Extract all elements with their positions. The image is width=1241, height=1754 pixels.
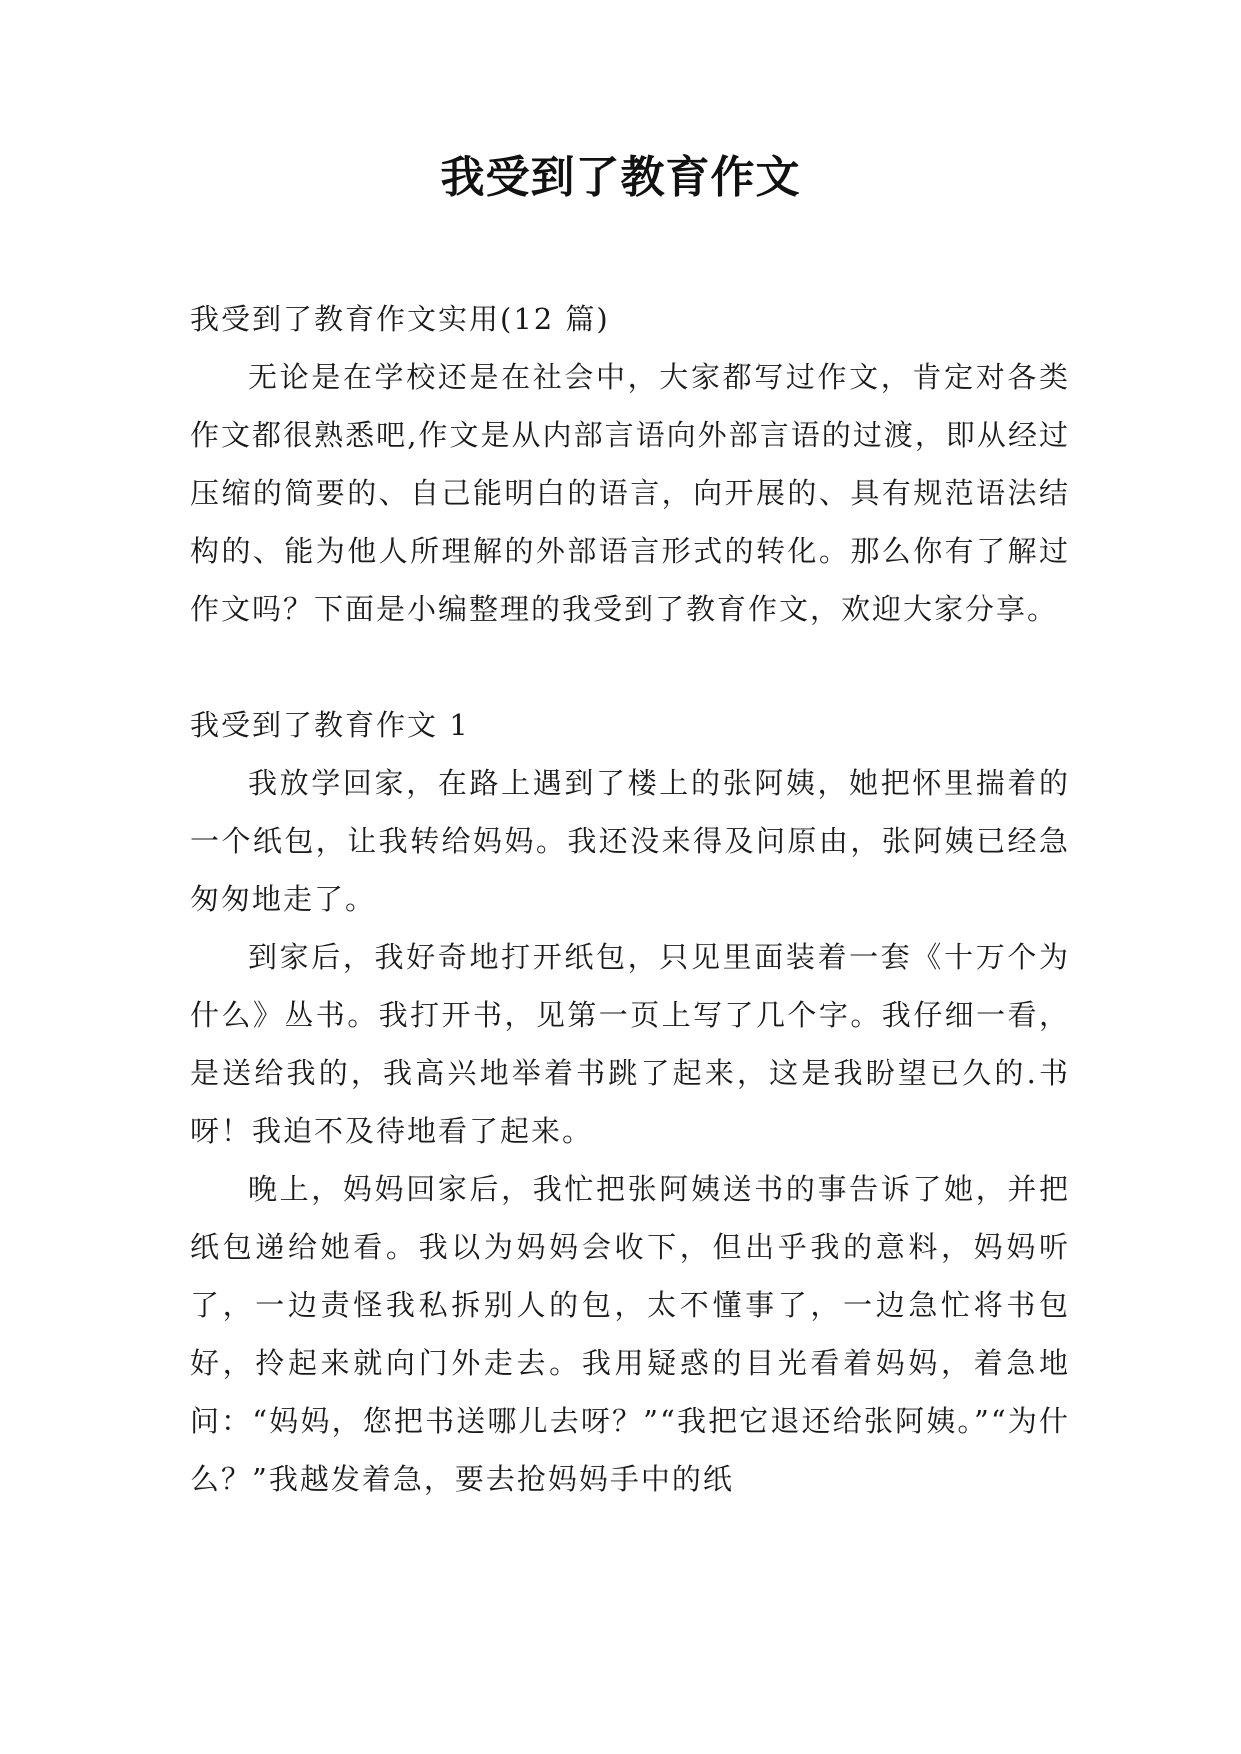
section-title: 我受到了教育作文 1 bbox=[190, 708, 470, 742]
document-title: 我受到了教育作文 bbox=[440, 152, 801, 203]
intro-paragraph: 无论是在学校还是在社会中，大家都写过作文，肯定对各类作文都很熟悉吧,作文是从内部言语向外部言语的过渡，即从经过压缩的简要的、自己能明白的语言，向开展的、具有规范语法结构的、能为他人所理解的外部语言形式的转化。那么你有了解过作文吗？下面是小编整理的我受到了教育作文，欢迎大家分享。 bbox=[190, 360, 1070, 626]
body-paragraph: 到家后，我好奇地打开纸包，只见里面装着一套《十万个为什么》丛书。我打开书，见第一页上写了几个字。我仔细一看，是送给我的，我高兴地举着书跳了起来，这是我盼望已久的.书呀！我迫不及待地看了起来。 bbox=[190, 940, 1070, 1148]
section-spacer bbox=[190, 638, 1070, 696]
body-paragraph: 晚上，妈妈回家后，我忙把张阿姨送书的事告诉了她，并把纸包递给她看。我以为妈妈会收下，但出乎我的意料，妈妈听了，一边责怪我私拆别人的包，太不懂事了，一边急忙将书包好，拎起来就向门外走去。我用疑惑的目光看着妈妈，着急地问：“妈妈，您把书送哪儿去呀？”“我把它退还给张阿姨。”“为什么？”我越发着急，要去抢妈妈手中的纸 bbox=[190, 1172, 1070, 1496]
document-subtitle: 我受到了教育作文实用(12 篇) bbox=[190, 302, 610, 336]
body-paragraph: 我放学回家，在路上遇到了楼上的张阿姨，她把怀里揣着的一个纸包，让我转给妈妈。我还没来得及问原由，张阿姨已经急匆匆地走了。 bbox=[190, 766, 1070, 916]
document-body bbox=[190, 290, 1070, 1508]
